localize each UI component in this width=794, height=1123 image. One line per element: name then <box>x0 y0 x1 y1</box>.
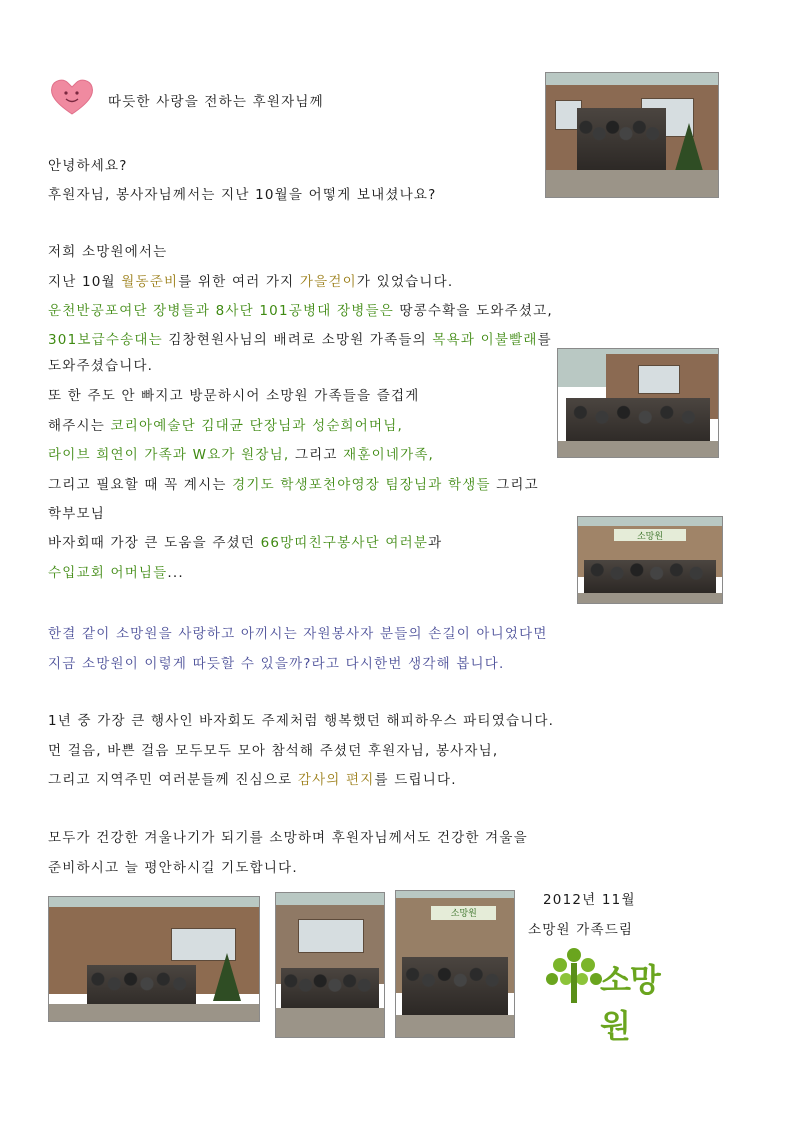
body-line-7: 도와주셨습니다. <box>48 358 154 374</box>
para3-line-1: 1년 중 가장 큰 행사인 바자회도 주제처럼 행복했던 해피하우스 파티였습니다. <box>48 713 555 729</box>
body-line-3: 저희 소망원에서는 <box>48 244 168 260</box>
body-line-6: 301보급수송대는 김창현원사님의 배려로 소망원 가족들의 목욕과 이불빨래를 <box>48 332 552 348</box>
signature-from: 소망원 가족드림 <box>528 922 634 938</box>
body-line-14: 수입교회 어머님들... <box>48 565 184 581</box>
para3-line-2: 먼 걸음, 바쁜 걸음 모두모두 모아 참석해 주셨던 후원자님, 봉사자님, <box>48 743 499 759</box>
para4-line-2: 준비하시고 늘 평안하시길 기도합니다. <box>48 860 298 876</box>
body-line-9: 해주시는 코리아예술단 김대균 단장님과 성순희어머님, <box>48 418 404 434</box>
para3-line-3: 그리고 지역주민 여러분들께 진심으로 감사의 편지를 드립니다. <box>48 772 457 788</box>
building-sign-2: 소망원 <box>431 906 496 921</box>
photo-volunteers-group <box>577 516 723 604</box>
body-line-12: 학부모님 <box>48 506 105 522</box>
letter-title: 따듯한 사랑을 전하는 후원자님께 <box>108 94 324 110</box>
body-line-8: 또 한 주도 안 빠지고 방문하시어 소망원 가족들을 즐겁게 <box>48 388 420 404</box>
photo-bottom-left <box>48 896 260 1022</box>
building-sign: 소망원 <box>614 529 686 541</box>
greeting: 안녕하세요? <box>48 158 128 174</box>
photo-soldiers-building <box>557 348 719 458</box>
body-line-2: 후원자님, 봉사자님께서는 지난 10월을 어떻게 보내셨나요? <box>48 187 437 203</box>
photo-bottom-middle <box>275 892 385 1038</box>
body-line-13: 바자회때 가장 큰 도움을 주셨던 66망띠친구봉사단 여러분과 <box>48 535 443 551</box>
para4-line-1: 모두가 건강한 겨울나기가 되기를 소망하며 후원자님께서도 건강한 겨울을 <box>48 830 528 846</box>
heart-icon <box>48 76 96 116</box>
body-line-4: 지난 10월 월동준비를 위한 여러 가지 가을걷이가 있었습니다. <box>48 274 454 290</box>
logo <box>544 945 674 1045</box>
body-line-10: 라이브 희연이 가족과 W요가 원장님, 그리고 재훈이네가족, <box>48 447 435 463</box>
body-line-5: 운천반공포여단 장병들과 8사단 101공병대 장병들은 땅콩수확을 도와주셨고, <box>48 303 553 319</box>
photo-bottom-right <box>395 890 515 1038</box>
photo-group-entrance <box>545 72 719 198</box>
para2-line-2: 지금 소망원이 이렇게 따듯할 수 있을까?라고 다시한번 생각해 봅니다. <box>48 656 505 672</box>
tree-logo-icon <box>544 945 604 1007</box>
para2-line-1: 한결 같이 소망원을 사랑하고 아끼시는 자원봉사자 분들의 손길이 아니었다면 <box>48 626 548 642</box>
signature-date: 2012년 11월 <box>543 892 636 908</box>
body-line-11: 그리고 필요할 때 꼭 계시는 경기도 학생포천야영장 팀장님과 학생들 그리고 <box>48 477 539 493</box>
logo-text: 소망원 <box>600 961 660 1045</box>
